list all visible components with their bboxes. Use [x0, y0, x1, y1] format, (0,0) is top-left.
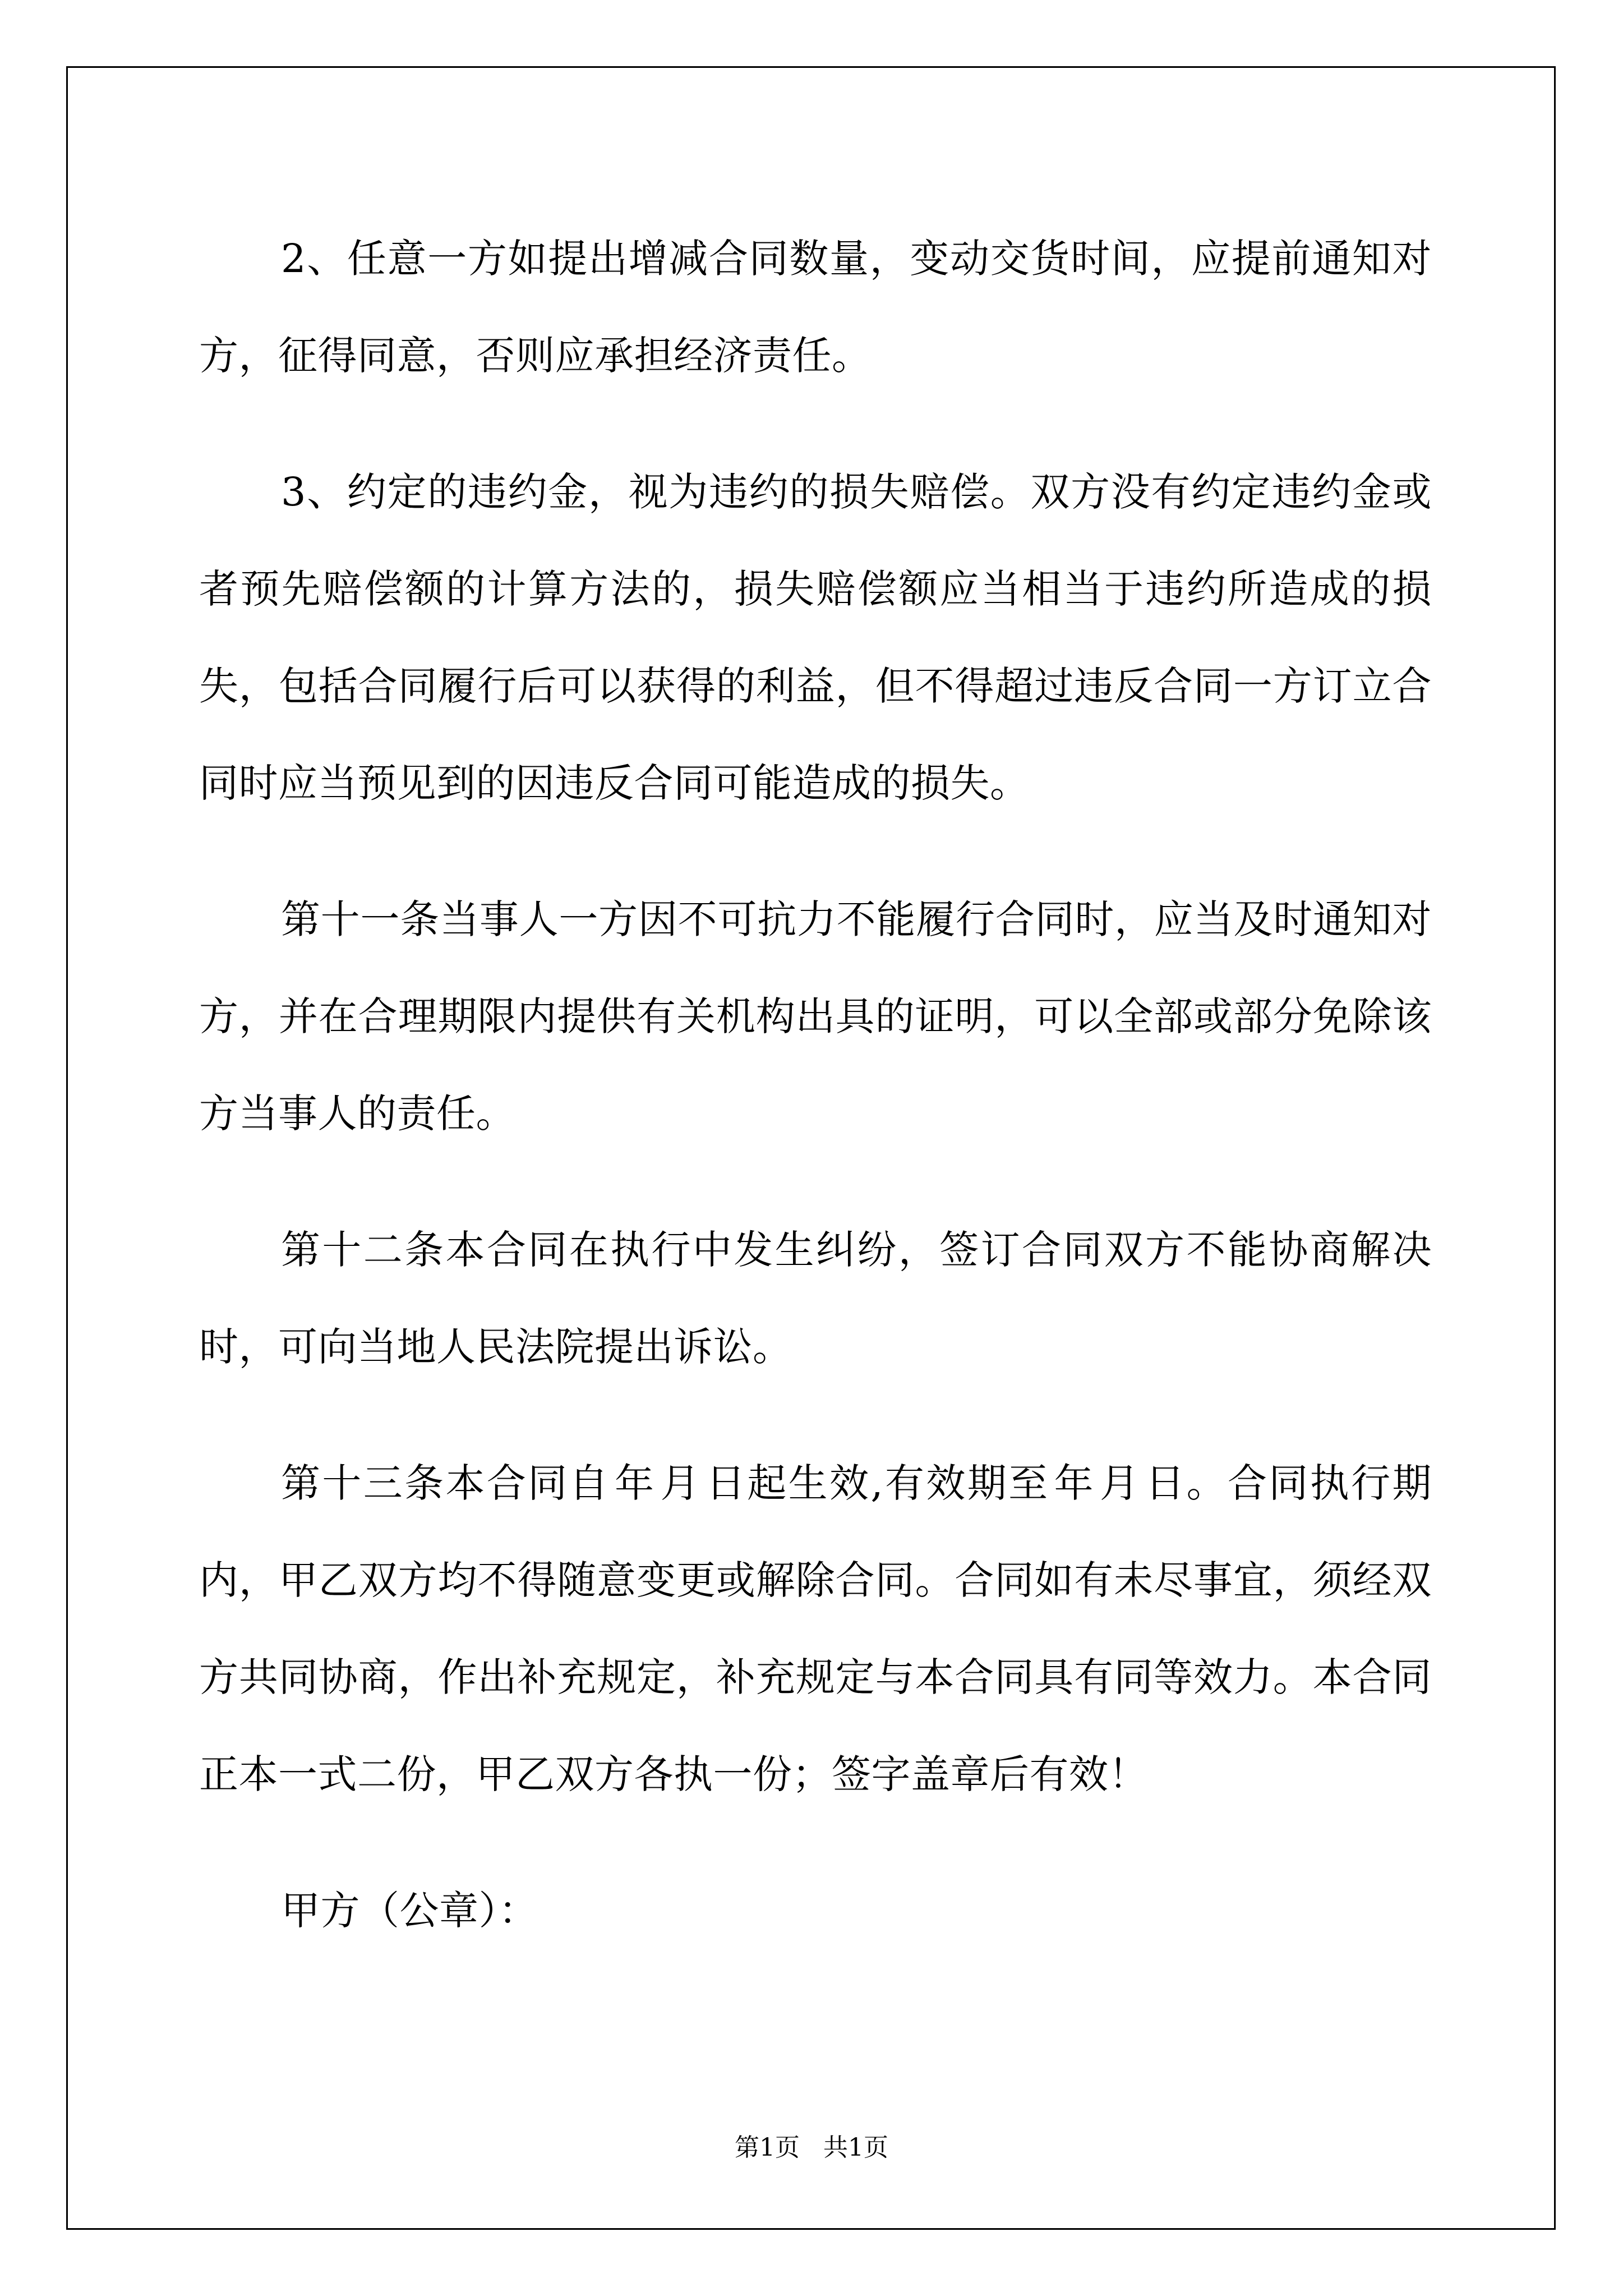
page-footer [0, 2127, 1623, 2163]
end-year-label: 年 [1054, 1460, 1095, 1506]
paragraph-article-12: 第十二条本合同在执行中发生纠纷，签订合同双方不能协商解决时，可向当地人民法院提出诉讼。 [199, 1227, 1432, 1370]
start-year-label: 年 [615, 1460, 656, 1506]
start-month-label: 月 [660, 1460, 702, 1506]
document-body [199, 210, 1432, 1999]
party-a-signature-line [199, 1862, 1432, 1959]
article-13-prefix: 第十三条本合同自 [281, 1460, 611, 1506]
page-number: 第1页 [735, 2133, 800, 2162]
end-month-label: 月 [1099, 1460, 1141, 1506]
paragraph-article-11: 第十一条当事人一方因不可抗力不能履行合同时，应当及时通知对方，并在合理期限内提供有关机构出具的证明，可以全部或部分免除该方当事人的责任。 [199, 896, 1432, 1137]
article-13-rest: 日。合同执行期内，甲乙双方均不得随意变更或解除合同。合同如有未尽事宜，须经双方共同协商，作出补充规定，补充规定与本合同具有同等效力。本合同正本一式二份，甲乙双方各执一份；签字盖章后有效！ [199, 1460, 1432, 1797]
party-a-label: 甲方（公章）： [281, 1888, 538, 1934]
paragraph-article-13 [199, 1435, 1432, 1823]
paragraph-clause-2: 2、任意一方如提出增减合同数量，变动交货时间，应提前通知对方，征得同意，否则应承担经济责任。 [199, 236, 1432, 379]
start-day-label: 日起生效,有效期至 [706, 1460, 1050, 1506]
page-total: 共1页 [823, 2133, 888, 2162]
paragraph-clause-3: 3、约定的违约金，视为违约的损失赔偿。双方没有约定违约金或者预先赔偿额的计算方法的，损失赔偿额应当相当于违约所造成的损失，包括合同履行后可以获得的利益，但不得超过违反合同一方订立合同时应当预见到的因违反合同可能造成的损失。 [199, 469, 1432, 806]
